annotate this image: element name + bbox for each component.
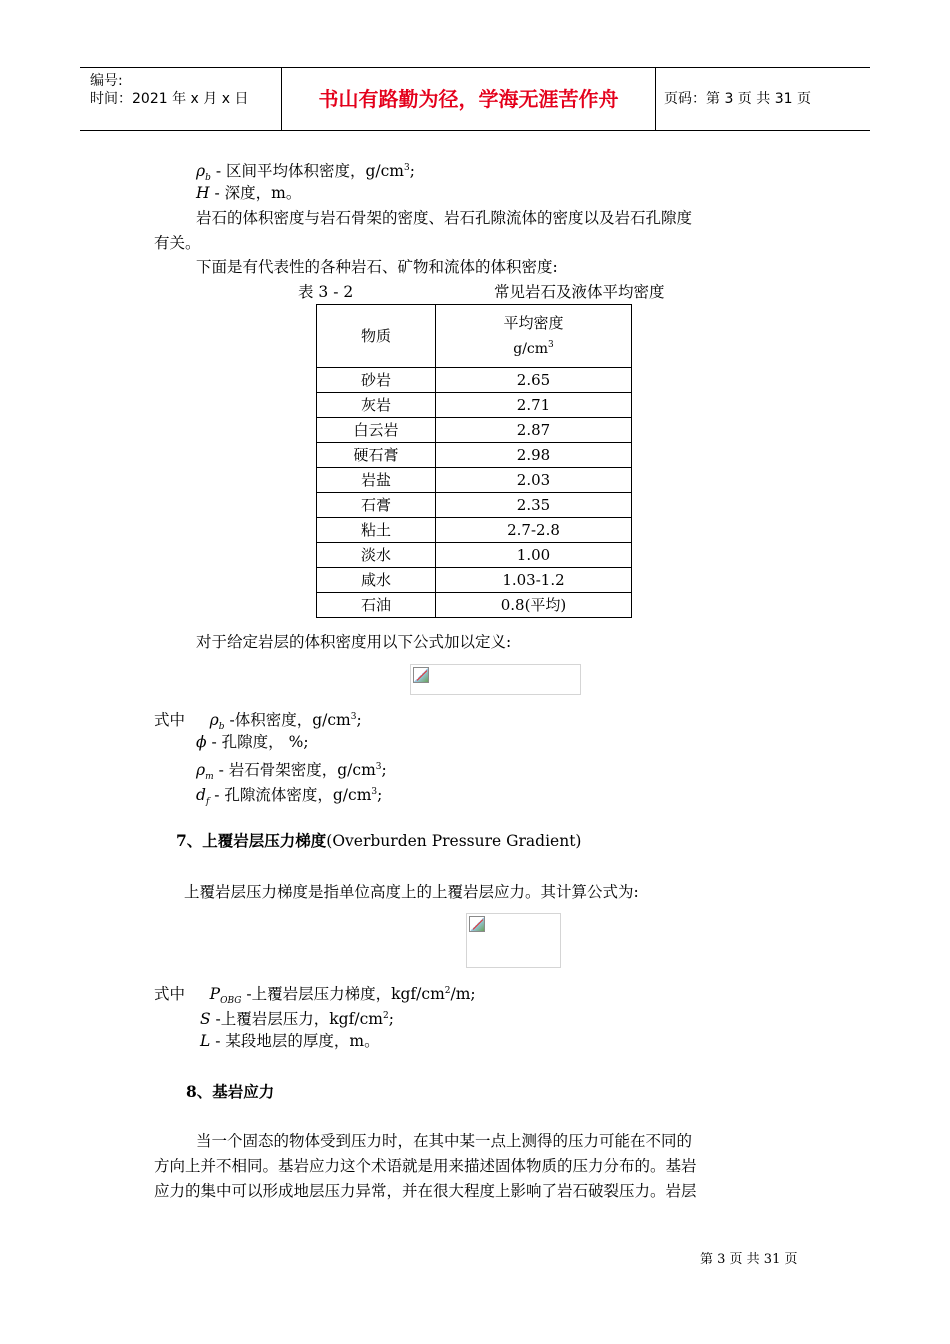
broken-image-icon (469, 916, 485, 932)
definition-depth: H - 深度，m。 (196, 184, 302, 202)
table-row: 石膏 2.35 (317, 493, 632, 518)
paragraph-line: 应力的集中可以形成地层压力异常，并在很大程度上影响了岩石破裂压力。岩层 (154, 1182, 697, 1200)
page-footer: 第 3 页 共 31 页 (700, 1252, 798, 1267)
section-7-text: 上覆岩层压力梯度是指单位高度上的上覆岩层应力。其计算公式为: (184, 883, 639, 901)
column-header-substance: 物质 (317, 305, 436, 368)
document-date: 时间：2021 年 x 月 x 日 (90, 91, 249, 107)
table-row: 岩盐 2.03 (317, 468, 632, 493)
definition-rho-b: $\rho_b$ - 区间平均体积密度，$g/cm^3$; (196, 162, 415, 184)
table-row: 白云岩 2.87 (317, 418, 632, 443)
header-divider (655, 68, 656, 130)
column-header-density: 平均密度 $g/cm^3$ (436, 305, 632, 368)
definition-porosity: ϕ - 孔隙度， %; (196, 733, 309, 751)
definition-bulk-density: 式中 $\rho_b$ -体积密度，$g/cm^3$; (154, 711, 362, 733)
paragraph-line: 方向上并不相同。基岩应力这个术语就是用来描述固体物质的压力分布的。基岩 (154, 1157, 697, 1175)
formula-intro: 对于给定岩层的体积密度用以下公式加以定义: (196, 633, 512, 651)
formula-image-bulk-density (410, 664, 581, 695)
definition-pressure-gradient: 式中 $P_{OBG}$ -上覆岩层压力梯度，kgf/$cm^2/m$; (154, 985, 476, 1007)
table-row: 粘土 2.7-2.8 (317, 518, 632, 543)
page-header (80, 67, 870, 131)
table-row: 灰岩 2.71 (317, 393, 632, 418)
document-number-label: 编号: (90, 73, 123, 89)
section-8-heading: 8、基岩应力 (186, 1082, 275, 1101)
table-intro: 下面是有代表性的各种岩石、矿物和流体的体积密度: (196, 258, 558, 276)
formula-image-overburden (466, 913, 561, 968)
table-row: 淡水 1.00 (317, 543, 632, 568)
paragraph-line: 当一个固态的物体受到压力时，在其中某一点上测得的压力可能在不同的 (196, 1132, 693, 1150)
table-row: 砂岩 2.65 (317, 368, 632, 393)
table-header-row (317, 305, 632, 368)
density-table (316, 304, 632, 618)
broken-image-icon (413, 667, 429, 683)
paragraph-line: 有关。 (154, 234, 201, 252)
section-7-heading: 7、上覆岩层压力梯度(Overburden Pressure Gradient) (176, 831, 582, 850)
table-row: 硬石膏 2.98 (317, 443, 632, 468)
header-page-number: 页码：第 3 页 共 31 页 (664, 91, 811, 107)
header-motto: 书山有路勤为径，学海无涯苦作舟 (318, 87, 619, 111)
definition-matrix-density: $\rho_m$ - 岩石骨架密度，$g/cm^3$; (196, 761, 387, 783)
definition-overburden-pressure: S -上覆岩层压力，kgf/$cm^2$; (200, 1010, 394, 1028)
definition-thickness: L - 某段地层的厚度，m。 (200, 1032, 380, 1050)
table-row: 咸水 1.03-1.2 (317, 568, 632, 593)
paragraph-line: 岩石的体积密度与岩石骨架的密度、岩石孔隙流体的密度以及岩石孔隙度 (196, 209, 693, 227)
definition-fluid-density: $d_f$ - 孔隙流体密度，$g/cm^3$; (196, 786, 383, 808)
table-number: 表 3 - 2 (298, 283, 354, 301)
table-row: 石油 0.8(平均) (317, 593, 632, 618)
header-left (90, 72, 248, 108)
table-title: 常见岩石及液体平均密度 (494, 283, 665, 301)
